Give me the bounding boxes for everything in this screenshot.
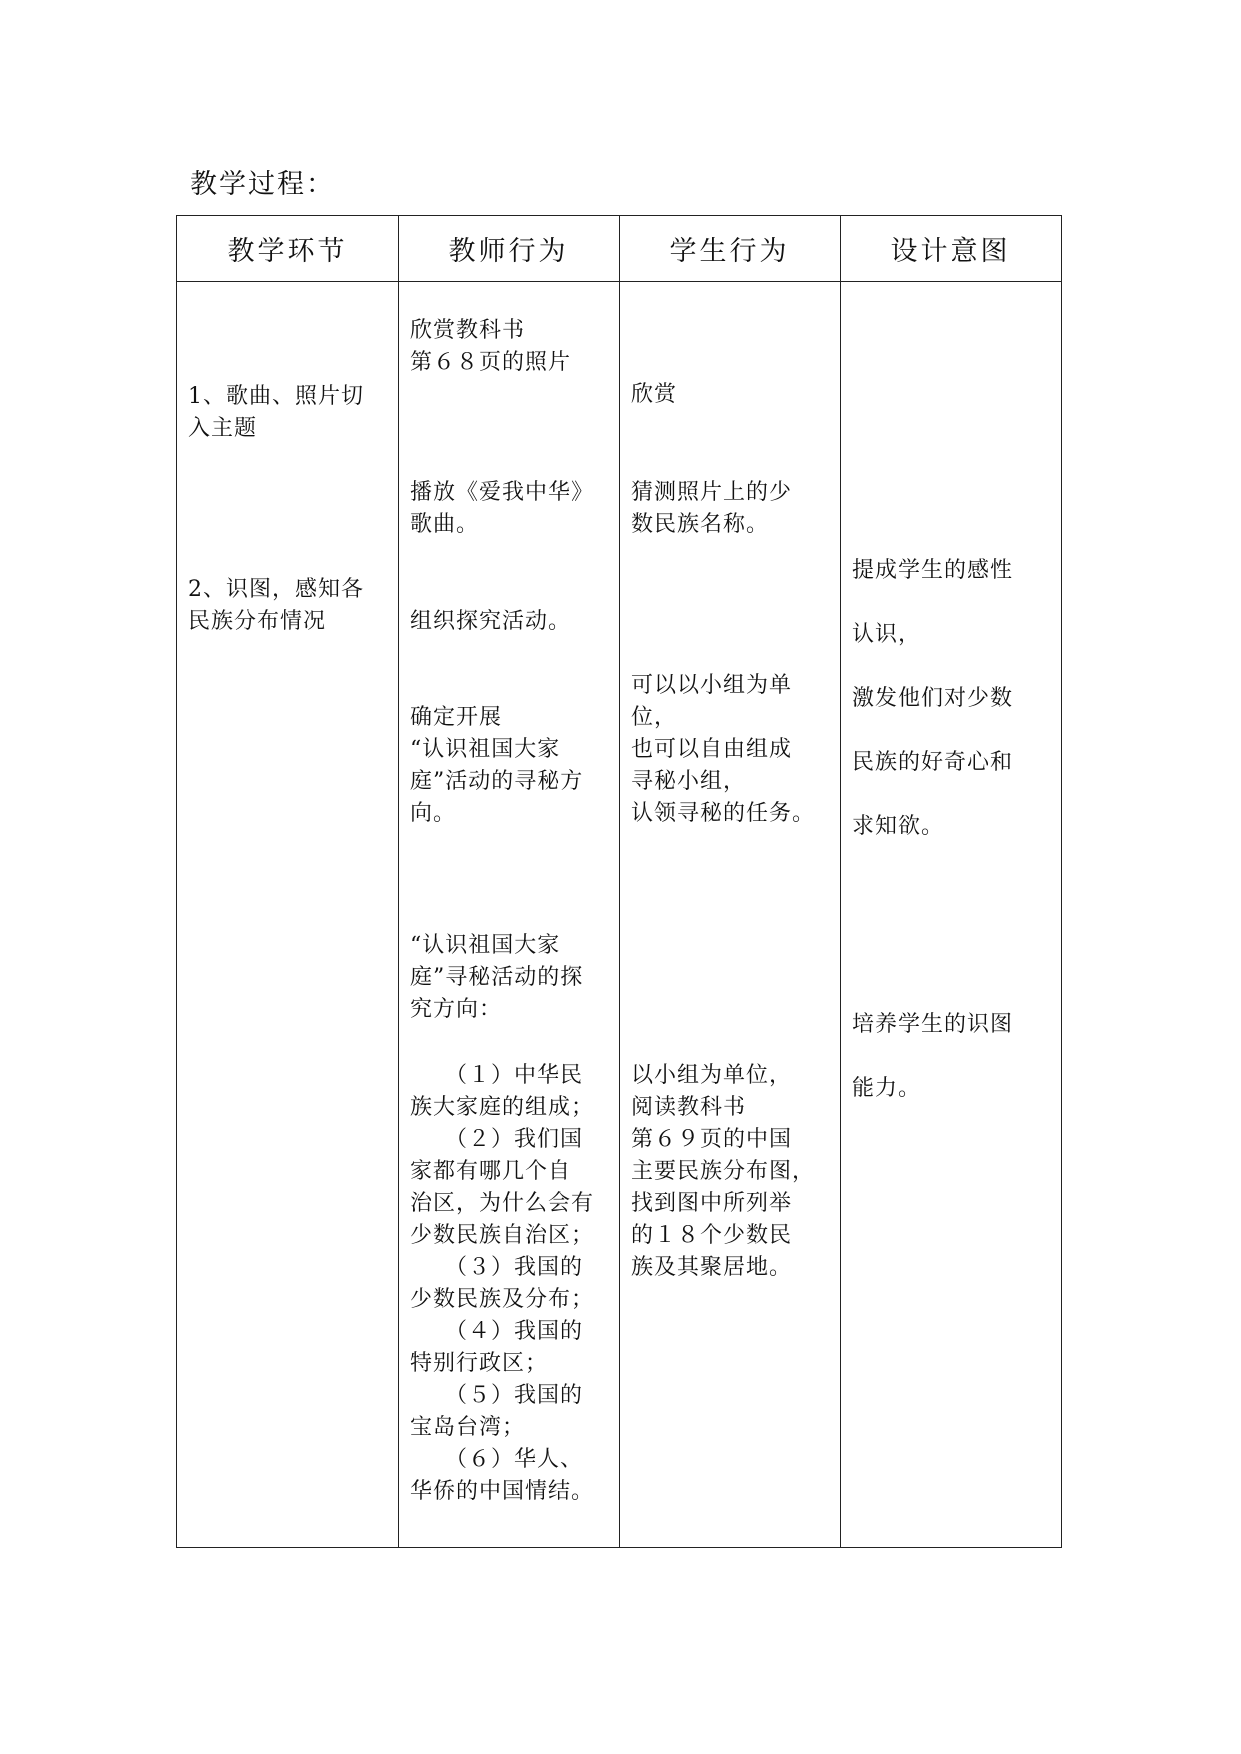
student-step-4: 以小组为单位， 阅读教科书 第６９页的中国 主要民族分布图， 找到图中所列举 的１８个少数民 族及其聚居地。 bbox=[631, 1063, 816, 1280]
teacher-step-4: 确定开展 “认识祖国大家 庭”活动的寻秘方 向。 bbox=[410, 705, 584, 826]
header-design-intent: 设计意图 bbox=[890, 236, 1011, 267]
stage-2-text: 2、识图，感知各 民族分布情况 bbox=[188, 577, 364, 634]
header-teacher-behavior: 教师行为 bbox=[448, 236, 569, 267]
teacher-inquiry-list: （１）中华民 族大家庭的组成； （２）我们国 家都有哪几个自 治区，为什么会有 少数民族自治区； （３）我国的 少数民族及分布； （４）我国的 特别行政区； （５）我国的 宝岛台湾； （６）华人、 华侨的中国情结。 bbox=[410, 1063, 595, 1504]
student-step-1: 欣赏 bbox=[631, 382, 678, 407]
teacher-step-3: 组织探究活动。 bbox=[410, 609, 572, 634]
column-divider bbox=[619, 216, 620, 1547]
student-step-3: 可以以小组为单 位， 也可以自由组成 寻秘小组， 认领寻秘的任务。 bbox=[631, 673, 816, 826]
column-divider bbox=[840, 216, 841, 1547]
header-divider bbox=[177, 281, 1061, 282]
student-step-2: 猜测照片上的少 数民族名称。 bbox=[631, 480, 793, 537]
section-heading: 教学过程： bbox=[190, 169, 335, 200]
design-intent-1: 提成学生的感性 认识， 激发他们对少数 民族的好奇心和 求知欲。 bbox=[852, 558, 1014, 839]
header-student-behavior: 学生行为 bbox=[669, 236, 790, 267]
teacher-step-5: “认识祖国大家 庭”寻秘活动的探 究方向： bbox=[410, 933, 584, 1022]
header-teaching-stage: 教学环节 bbox=[227, 236, 348, 267]
teacher-step-2: 播放《爱我中华》 歌曲。 bbox=[410, 480, 595, 537]
design-intent-2: 培养学生的识图 能力。 bbox=[852, 1012, 1014, 1101]
stage-1-text: 1、歌曲、照片切 入主题 bbox=[188, 384, 364, 441]
column-divider bbox=[398, 216, 399, 1547]
teacher-step-1: 欣赏教科书 第６８页的照片 bbox=[410, 318, 572, 375]
